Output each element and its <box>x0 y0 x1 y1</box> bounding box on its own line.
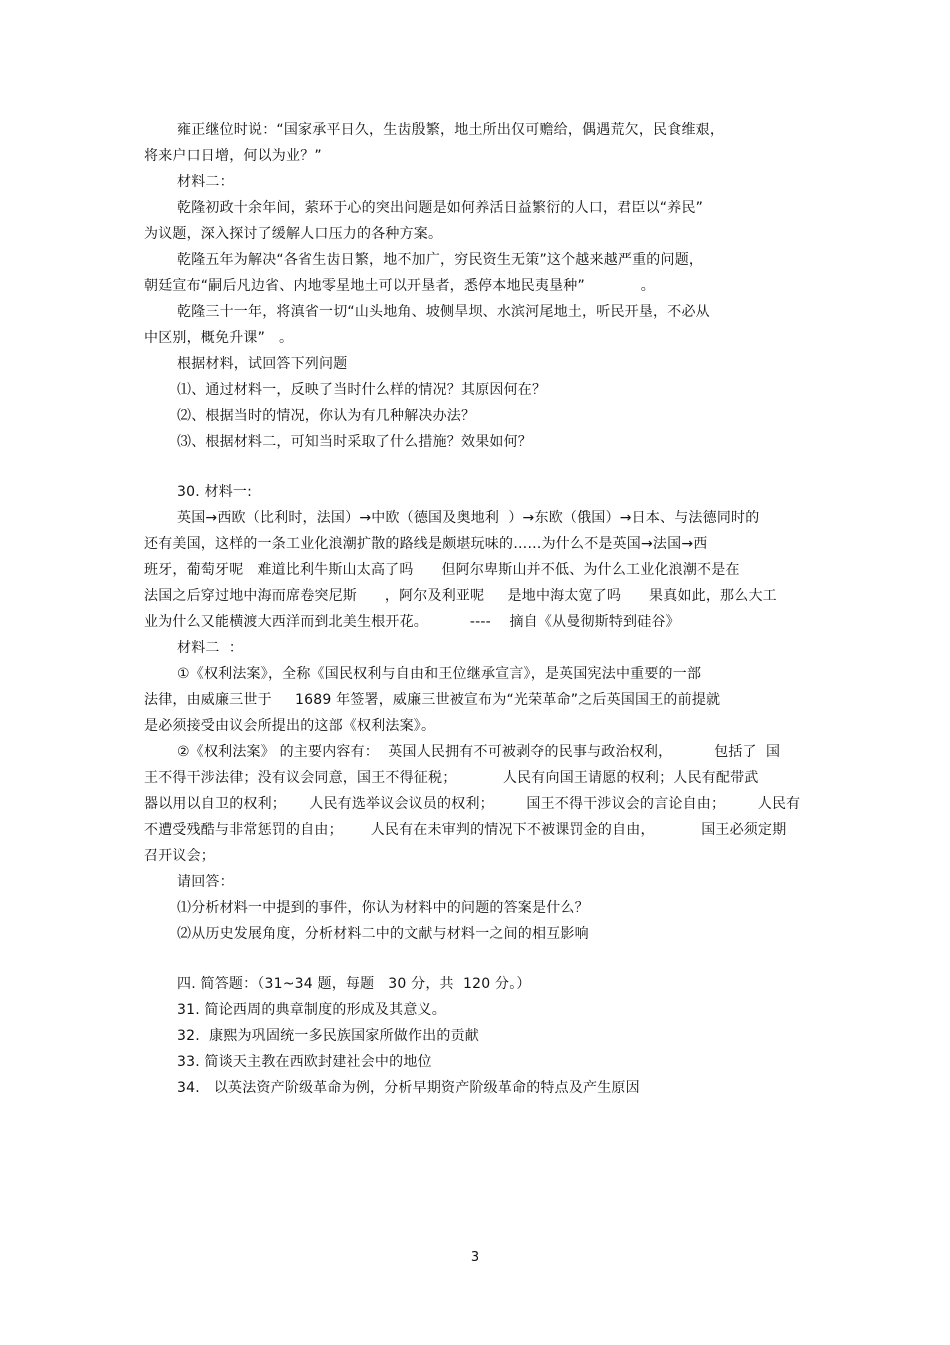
section-label: 材料二 ： <box>177 640 244 656</box>
paragraph-line: 雍正继位时说：“国家承平日久，生齿殷繁，地土所出仅可赡给，偶遇荒欠，民食维艰， <box>177 122 725 138</box>
paragraph-line: 乾隆三十一年，将滇省一切“山头地角、坡侧旱坝、水滨河尾地土，听民开垦，不必从 <box>177 304 710 320</box>
question-item: 31. 简论西周的典章制度的形成及其意义。 <box>177 1002 446 1018</box>
question-item: ⑵从历史发展角度，分析材料二中的文献与材料一之间的相互影响 <box>177 926 589 942</box>
paragraph-line: 是必须接受由议会所提出的这部《权利法案》。 <box>144 718 436 734</box>
paragraph-line: 为议题，深入探讨了缓解人口压力的各种方案。 <box>144 226 443 242</box>
page-number: 3 <box>470 1250 480 1265</box>
paragraph-line: 不遭受残酷与非常惩罚的自由； 人民有在未审判的情况下不被课罚金的自由， 国王必须定期 <box>144 822 787 838</box>
paragraph-line: 法律，由威廉三世于 1689 年签署，威廉三世被宣布为“光荣革命”之后英国国王的前提就 <box>144 692 721 708</box>
question-item: 33. 简谈天主教在西欧封建社会中的地位 <box>177 1054 432 1070</box>
paragraph-line: 中区别，概免升课” 。 <box>144 330 294 346</box>
paragraph-line: 法国之后穿过地中海而席卷突尼斯 ，阿尔及利亚呢 是地中海太宽了吗 果真如此，那么大工 <box>144 588 777 604</box>
paragraph-line: 乾隆初政十余年间，萦环于心的突出问题是如何养活日益繁衍的人口，君臣以“养民” <box>177 200 704 216</box>
paragraph-line: 朝廷宣布“嗣后凡边省、内地零星地土可以开垦者，悉停本地民夷垦种” 。 <box>144 278 655 294</box>
question-item: ⑶、根据材料二，可知当时采取了什么措施？效果如何？ <box>177 434 532 450</box>
paragraph-line: 召开议会； <box>144 848 215 864</box>
paragraph-line: 器以用以自卫的权利； 人民有选举议会议员的权利； 国王不得干涉议会的言论自由； 人民有 <box>144 796 801 812</box>
question-item: 32. 康熙为巩固统一多民族国家所做作出的贡献 <box>177 1028 479 1044</box>
question-prompt: 请回答： <box>177 874 234 890</box>
question-prompt: 根据材料，试回答下列问题 <box>177 356 348 372</box>
paragraph-line: 乾隆五年为解决“各省生齿日繁，地不加广，穷民资生无策”这个越来越严重的问题， <box>177 252 704 268</box>
section-label: 材料二： <box>177 174 234 190</box>
question-item: 34. 以英法资产阶级革命为例，分析早期资产阶级革命的特点及产生原因 <box>177 1080 640 1096</box>
paragraph-line: 英国→西欧（比利时，法国）→中欧（德国及奥地利 ）→东欧（俄国）→日本、与法德同时的 <box>177 510 760 526</box>
paragraph-line: 班牙，葡萄牙呢 难道比利牛斯山太高了吗 但阿尔卑斯山并不低、为什么工业化浪潮不是在 <box>144 562 740 578</box>
paragraph-line: 将来户口日增，何以为业？” <box>144 148 322 164</box>
paragraph-line: 王不得干涉法律；没有议会同意，国王不得征税； 人民有向国王请愿的权利；人民有配带武 <box>144 770 759 786</box>
question-item: ⑵、根据当时的情况，你认为有几种解决办法？ <box>177 408 476 424</box>
paragraph-line: ②《权利法案》 的主要内容有： 英国人民拥有不可被剥夺的民事与政治权利， 包括了 国 <box>177 744 781 760</box>
question-heading: 30. 材料一: <box>177 484 253 500</box>
question-item: ⑴分析材料一中提到的事件，你认为材料中的问题的答案是什么？ <box>177 900 589 916</box>
question-item: ⑴、通过材料一，反映了当时什么样的情况？其原因何在？ <box>177 382 547 398</box>
section-heading: 四. 简答题：（31~34 题，每题 30 分，共 120 分。） <box>177 976 531 992</box>
paragraph-line: 业为什么又能横渡大西洋而到北美生根开花。 ---- 摘自《从曼彻斯特到硅谷》 <box>144 614 680 630</box>
paragraph-line: ①《权利法案》，全称《国民权利与自由和王位继承宣言》，是英国宪法中重要的一部 <box>177 666 702 682</box>
paragraph-line: 还有美国，这样的一条工业化浪潮扩散的路线是颇堪玩味的……为什么不是英国→法国→西 <box>144 536 708 552</box>
